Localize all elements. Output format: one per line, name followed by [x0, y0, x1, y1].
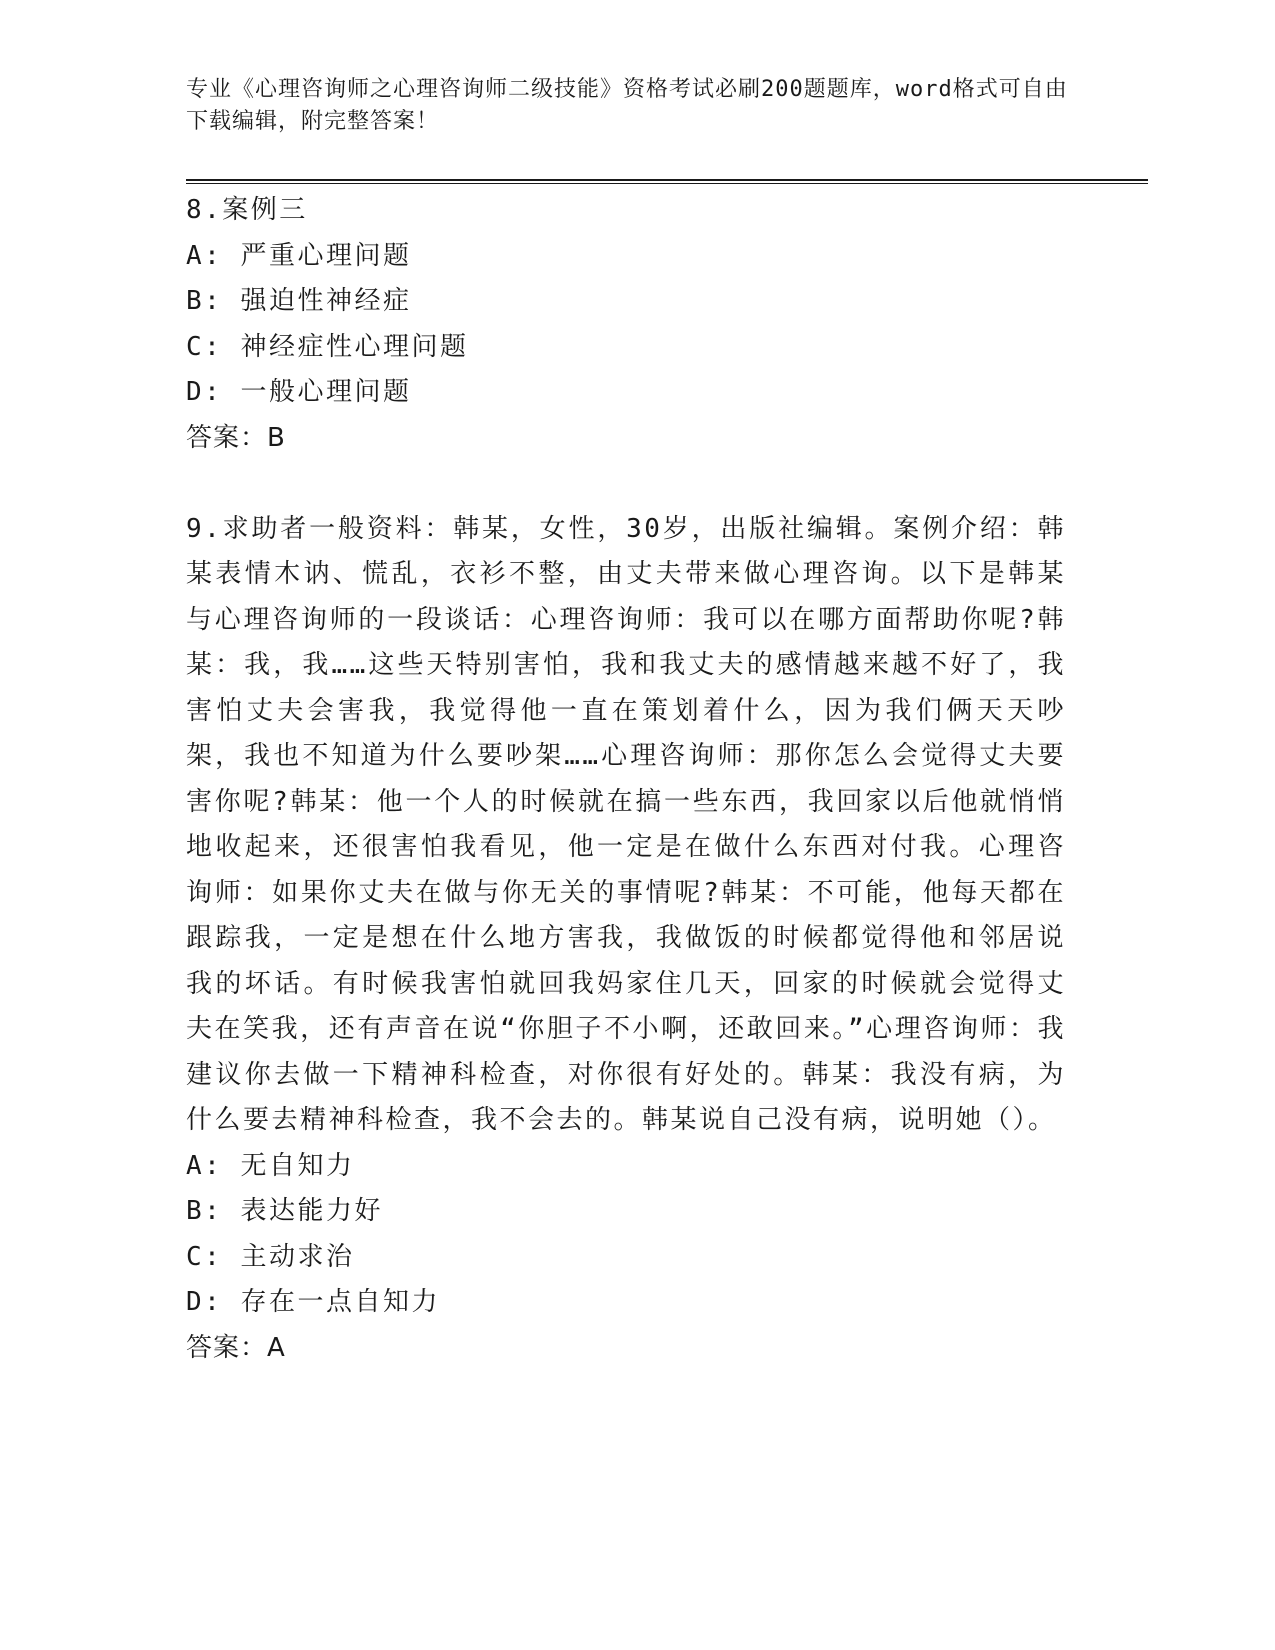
question-list: [186, 188, 1066, 1371]
answer-label: 答案：B: [186, 422, 286, 453]
question-stem: 8.案例三: [186, 195, 308, 225]
option-c: C: 主动求治: [186, 1241, 355, 1272]
question-8: [186, 188, 1066, 461]
answer-label: 答案：A: [186, 1332, 286, 1363]
document-header: 专业《心理咨询师之心理咨询师二级技能》资格考试必刷200题题库，word格式可自由下载编辑，附完整答案！: [186, 77, 1068, 134]
question-spacer: [186, 461, 1066, 507]
option-b: B: 强迫性神经症: [186, 286, 412, 316]
option-d: D: 一般心理问题: [186, 377, 412, 407]
option-c: C: 神经症性心理问题: [186, 331, 469, 362]
option-a: A: 无自知力: [186, 1150, 355, 1181]
header-divider: [186, 179, 1148, 184]
question-stem: 9.求助者一般资料：韩某，女性，30岁，出版社编辑。案例介绍：韩某表情木讷、慌乱，衣衫不整，由丈夫带来做心理咨询。以下是韩某与心理咨询师的一段谈话：心理咨询师：我可以在哪方面帮助你呢?韩某：我，我……这些天特别害怕，我和我丈夫的感情越来越不好了，我害怕丈夫会害我，我觉得他一直在策划着什么，因为我们俩天天吵架，我也不知道为什么要吵架……心理咨询师：那你怎么会觉得丈夫要害你呢?韩某：他一个人的时候就在搞一些东西，我回家以后他就悄悄地收起来，还很害怕我看见，他一定是在做什么东西对付我。心理咨询师：如果你丈夫在做与你无关的事情呢?韩某：不可能，他每天都在跟踪我，一定是想在什么地方害我，我做饭的时候都觉得他和邻居说我的坏话。有时候我害怕就回我妈家住几天，回家的时候就会觉得丈夫在笑我，还有声音在说“你胆子不小啊，还敢回来。”心理咨询师：我建议你去做一下精神科检查，对你很有好处的。韩某：我没有病，为什么要去精神科检查，我不会去的。韩某说自己没有病，说明她（）。: [186, 513, 1066, 1135]
option-d: D: 存在一点自知力: [186, 1287, 440, 1317]
question-9: [186, 507, 1066, 1372]
option-b: B: 表达能力好: [186, 1196, 383, 1226]
option-a: A: 严重心理问题: [186, 240, 412, 271]
